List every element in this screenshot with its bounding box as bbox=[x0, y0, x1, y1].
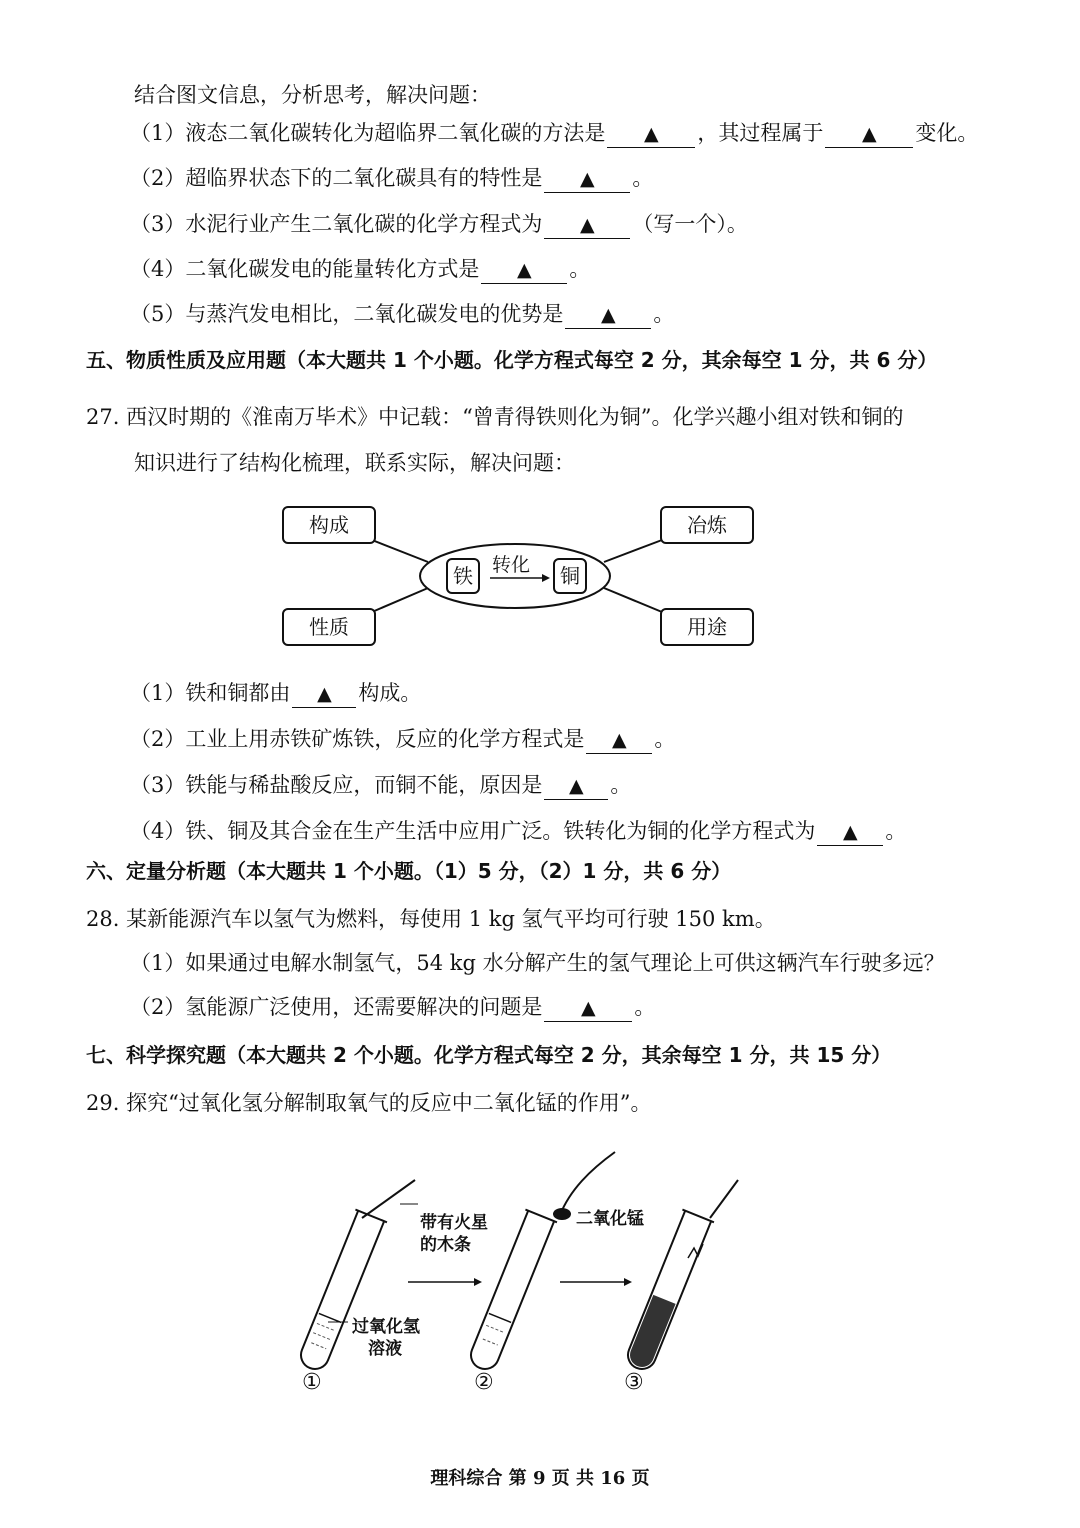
q27-stem-2: 知识进行了结构化梳理，联系实际，解决问题： bbox=[134, 451, 575, 475]
q26-part3: （3）水泥行业产生二氧化碳的化学方程式为 ▲ （写一个）。 bbox=[130, 209, 748, 239]
q26-part2: （2）超临界状态下的二氧化碳具有的特性是 ▲ 。 bbox=[130, 163, 653, 193]
answer-blank[interactable]: ▲ bbox=[544, 166, 630, 193]
label-glowing-splint: 带有火星 bbox=[420, 1213, 488, 1233]
answer-blank[interactable]: ▲ bbox=[292, 681, 356, 708]
answer-blank[interactable]: ▲ bbox=[544, 773, 608, 800]
box-uses: 用途 bbox=[660, 608, 754, 646]
section-5-heading: 五、物质性质及应用题（本大题共 1 个小题。化学方程式每空 2 分，其余每空 1 分，共 6 分） bbox=[86, 348, 938, 372]
box-iron: 铁 bbox=[446, 558, 480, 594]
section-7-heading: 七、科学探究题（本大题共 2 个小题。化学方程式每空 2 分，其余每空 1 分，共 15 分） bbox=[86, 1043, 892, 1067]
q27-part2: （2）工业上用赤铁矿炼铁，反应的化学方程式是 ▲ 。 bbox=[130, 724, 675, 754]
q27-stem-1: 27. 西汉时期的《淮南万毕术》中记载：“曾青得铁则化为铜”。化学兴趣小组对铁和铜的 bbox=[86, 405, 904, 429]
iron-copper-diagram bbox=[280, 500, 760, 650]
answer-blank[interactable]: ▲ bbox=[544, 995, 632, 1022]
label-solution: 溶液 bbox=[368, 1339, 402, 1359]
q26-part5: （5）与蒸汽发电相比，二氧化碳发电的优势是 ▲ 。 bbox=[130, 299, 674, 329]
label-manganese-dioxide: 二氧化锰 bbox=[576, 1209, 644, 1229]
q27-part3: （3）铁能与稀盐酸反应，而铜不能，原因是 ▲ 。 bbox=[130, 770, 631, 800]
intro-text: 结合图文信息，分析思考，解决问题： bbox=[134, 83, 491, 107]
step-3-marker: ③ bbox=[624, 1370, 644, 1395]
label-hydrogen-peroxide: 过氧化氢 bbox=[352, 1317, 420, 1337]
box-copper: 铜 bbox=[553, 558, 587, 594]
experiment-figure bbox=[270, 1140, 790, 1410]
answer-blank[interactable]: ▲ bbox=[565, 302, 651, 329]
box-smelting: 冶炼 bbox=[660, 506, 754, 544]
label-glowing-splint-2: 的木条 bbox=[420, 1235, 471, 1255]
page-footer: 理科综合 第 9 页 共 16 页 bbox=[430, 1468, 650, 1489]
answer-blank[interactable]: ▲ bbox=[544, 212, 630, 239]
answer-blank[interactable]: ▲ bbox=[586, 727, 652, 754]
box-properties: 性质 bbox=[282, 608, 376, 646]
q28-part1: （1）如果通过电解水制氢气，54 kg 水分解产生的氢气理论上可供这辆汽车行驶多远？ bbox=[130, 951, 945, 975]
section-6-heading: 六、定量分析题（本大题共 1 个小题。（1）5 分，（2）1 分，共 6 分） bbox=[86, 859, 732, 883]
arrow-label: 转化 bbox=[492, 554, 531, 576]
q27-part4: （4）铁、铜及其合金在生产生活中应用广泛。铁转化为铜的化学方程式为 ▲ 。 bbox=[130, 816, 906, 846]
answer-blank[interactable]: ▲ bbox=[481, 257, 567, 284]
q27-part1: （1）铁和铜都由 ▲ 构成。 bbox=[130, 678, 421, 708]
step-1-marker: ① bbox=[302, 1370, 322, 1395]
answer-blank[interactable]: ▲ bbox=[825, 121, 913, 148]
step-2-marker: ② bbox=[474, 1370, 494, 1395]
q26-part1: （1）液态二氧化碳转化为超临界二氧化碳的方法是 ▲ ，其过程属于 ▲ 变化。 bbox=[130, 118, 978, 148]
q28-stem: 28. 某新能源汽车以氢气为燃料，每使用 1 kg 氢气平均可行驶 150 km。 bbox=[86, 907, 776, 931]
answer-blank[interactable]: ▲ bbox=[817, 819, 883, 846]
q28-part2: （2）氢能源广泛使用，还需要解决的问题是 ▲ 。 bbox=[130, 992, 655, 1022]
q26-part4: （4）二氧化碳发电的能量转化方式是 ▲ 。 bbox=[130, 254, 590, 284]
test-tubes-illustration bbox=[270, 1140, 790, 1410]
q29-stem: 29. 探究“过氧化氢分解制取氧气的反应中二氧化锰的作用”。 bbox=[86, 1091, 652, 1115]
answer-blank[interactable]: ▲ bbox=[607, 121, 695, 148]
box-composition: 构成 bbox=[282, 506, 376, 544]
